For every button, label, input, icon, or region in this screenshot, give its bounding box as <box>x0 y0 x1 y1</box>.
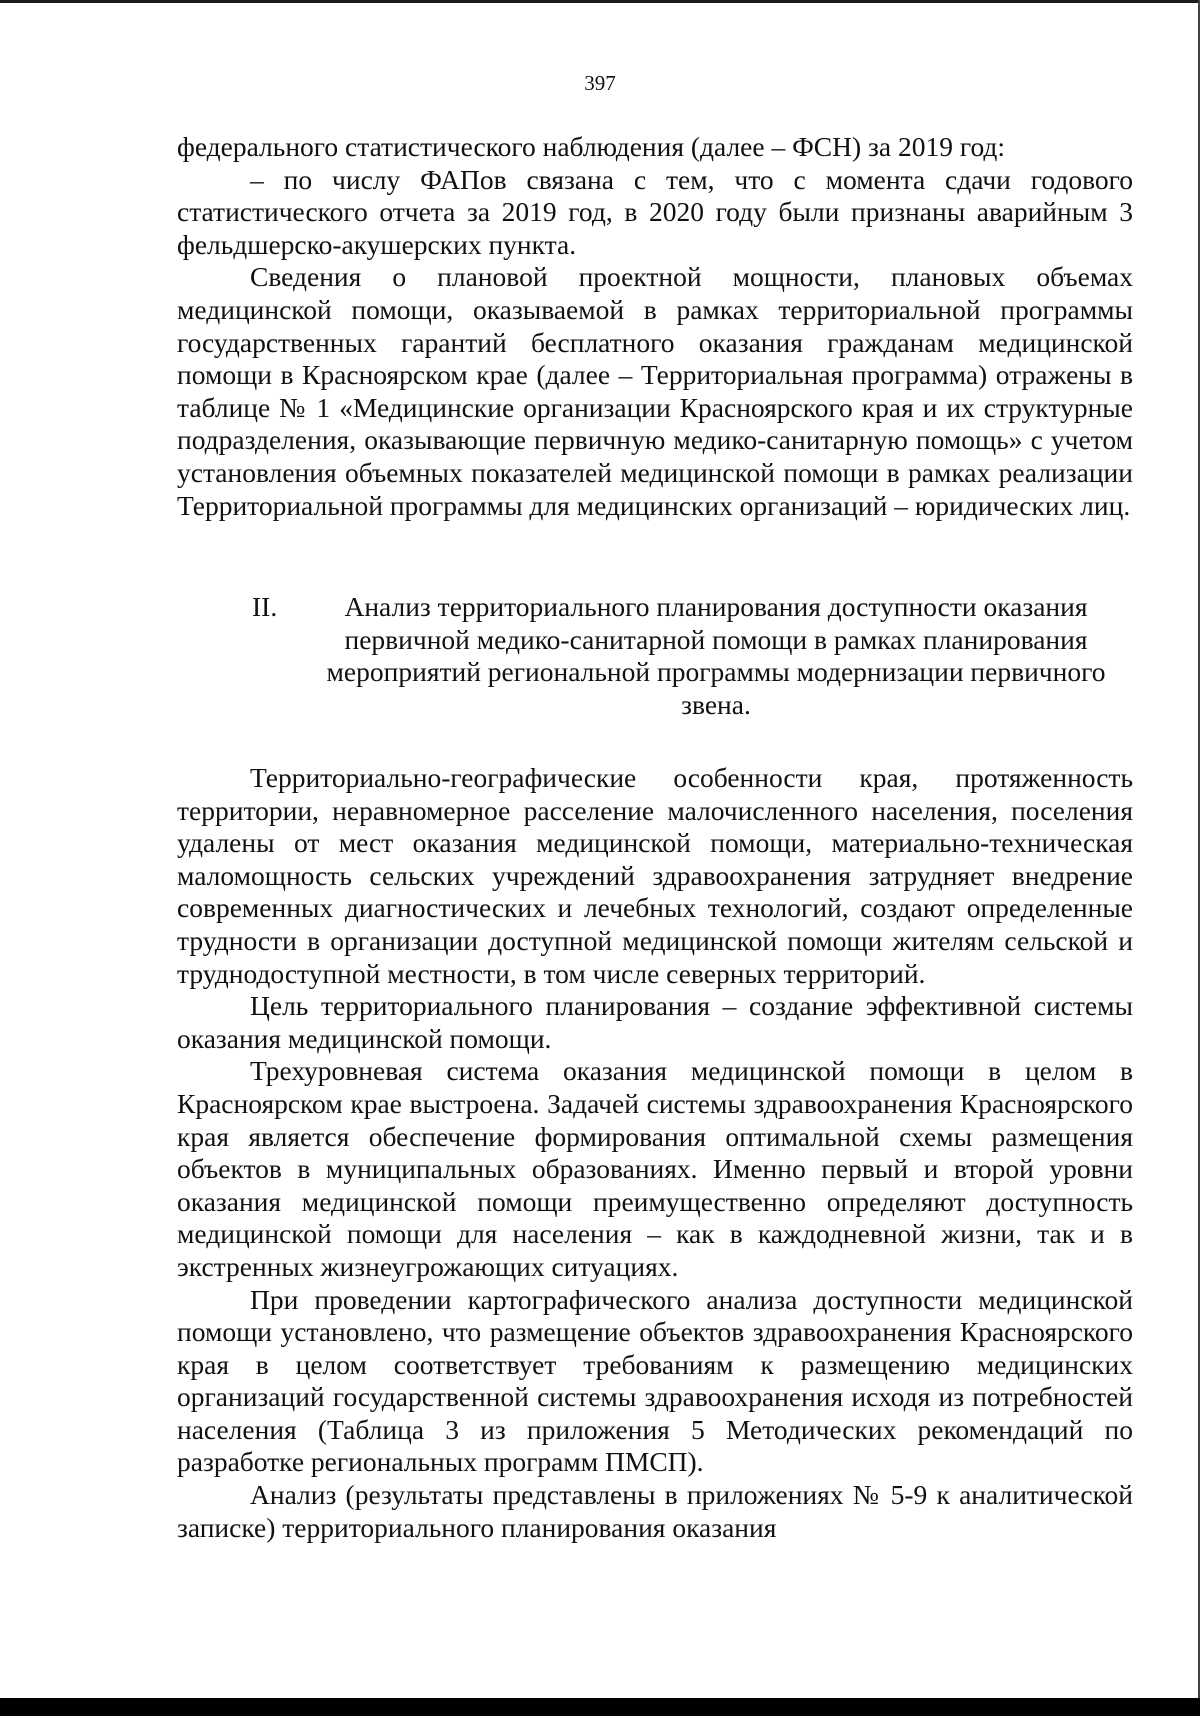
paragraph: Анализ (результаты представлены в приложениях № 5-9 к аналитической записке) территориального планирования оказания <box>177 1479 1133 1543</box>
paragraph: федерального статистического наблюдения (далее – ФСН) за 2019 год: <box>177 131 1006 162</box>
scan-edge-bottom <box>0 1698 1200 1716</box>
body-text-top <box>177 131 1133 522</box>
paragraph: Территориально-географические особенности края, протяженность территории, неравномерное расселение малочисленного населения, поселения удалены от мест оказания медицинской помощи, материально-техническая маломощность сельских учреждений здравоохранения затрудняет внедрение современных диагностических и лечебных технологий, создают определенные трудности в организации доступной медицинской помощи жителям сельской и труднодоступной местности, в том числе северных территорий. <box>177 762 1133 989</box>
paragraph: Цель территориального планирования – создание эффективной системы оказания медицинской помощи. <box>177 990 1133 1054</box>
paragraph: Сведения о плановой проектной мощности, плановых объемах медицинской помощи, оказываемой в рамках территориальной программы государственных гарантий бесплатного оказания гражданам медицинской помощи в Красноярском крае (далее – Территориальная программа) отражены в таблице № 1 «Медицинские организации Красноярского края и их структурные подразделения, оказывающие первичную медико-санитарную помощь» с учетом установления объемных показателей медицинской помощи в рамках реализации Территориальной программы для медицинских организаций – юридических лиц. <box>177 261 1133 521</box>
section-title: Анализ территориального планирования доступности оказания первичной медико-санитарной помощи в рамках планирования мероприятий региональной программы модернизации первичного звена. <box>326 591 1106 720</box>
page-number: 397 <box>584 71 616 95</box>
paragraph: При проведении картографического анализа доступности медицинской помощи установлено, что размещение объектов здравоохранения Красноярского края в целом соответствует требованиям к размещению медицинских организаций государственной системы здравоохранения исходя из потребностей населения (Таблица 3 из приложения 5 Методических рекомендаций по разработке региональных программ ПМСП). <box>177 1283 1133 1478</box>
paragraph: – по числу ФАПов связана с тем, что с момента сдачи годового статистического отчета за 2019 год, в 2020 году были признаны аварийным 3 фельдшерско-акушерских пункта. <box>177 163 1133 260</box>
section-number: II. <box>252 591 278 622</box>
paragraph: Трехуровневая система оказания медицинской помощи в целом в Красноярском крае выстроена. Задачей системы здравоохранения Красноярского края является обеспечение формирования оптимальной схемы размещения объектов в муниципальных образованиях. Именно первый и второй уровни оказания медицинской помощи преимущественно определяют доступность медицинской помощи для населения – как в каждодневной жизни, так и в экстренных жизнеугрожающих ситуациях. <box>177 1055 1133 1282</box>
body-text-bottom <box>177 762 1133 1544</box>
scan-edge-top <box>0 0 1200 3</box>
